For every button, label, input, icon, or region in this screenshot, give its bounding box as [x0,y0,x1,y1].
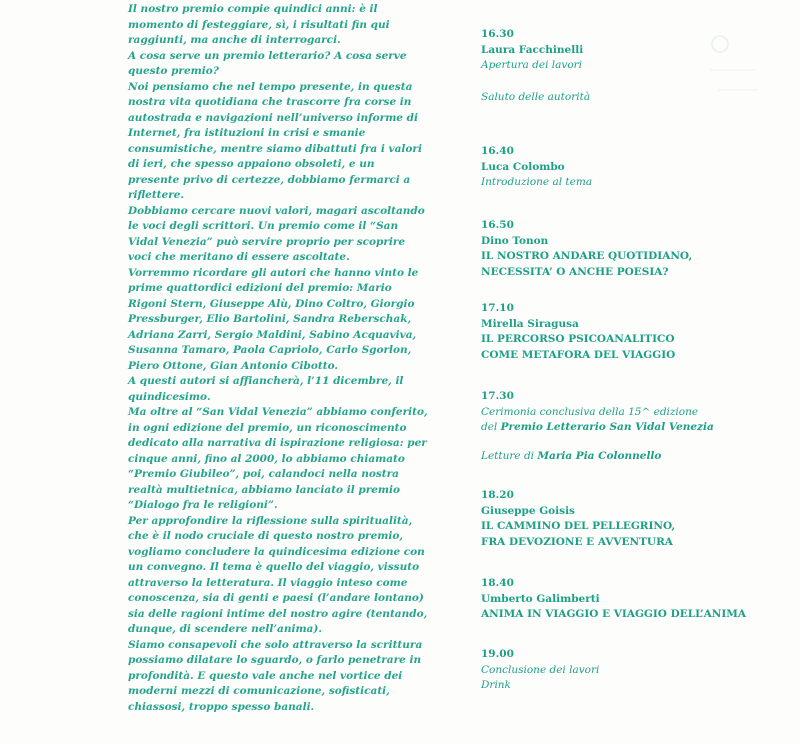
entry-time: 19.00 [481,648,514,660]
entry-speaker: Luca Colombo [481,160,565,173]
entry-time: 18.40 [481,577,514,589]
entry-speaker: Giuseppe Goisis [481,504,575,517]
intro-paragraph: Il nostro premio compie quindici anni: è il momento di festeggiare, sì, i risultati fin qui raggiunti, ma anche di interrogarci. [128,3,390,46]
entry-talk-title: NECESSITA’ O ANCHE POESIA? [481,265,669,278]
faint-watermark-icon [700,30,760,100]
entry-time: 16.40 [481,145,514,157]
entry-time: 17.30 [481,390,514,402]
entry-note-prefix: Letture di [481,449,538,462]
intro-text [128,2,428,715]
entry-note [481,420,781,436]
program-entry [481,301,781,363]
program-entry [481,647,781,694]
entry-note: Drink [481,679,511,691]
entry-talk-title: IL PERCORSO PSICOANALITICO [481,333,675,345]
entry-speaker: Umberto Galimberti [481,592,600,605]
intro-paragraph: Dobbiamo cercare nuovi valori, magari ascoltando le voci degli scrittori. Un premio come il “San Vidal Venezia” può servire proprio per scoprire voci che meritano di essere ascoltate. [128,204,425,263]
entry-talk-title: IL CAMMINO DEL PELLEGRINO, [481,520,676,532]
program-entry [481,576,781,623]
program-entry [481,144,781,191]
entry-time: 16.50 [481,219,514,231]
entry-note-prefix: del [481,421,501,433]
intro-paragraph: Noi pensiamo che nel tempo presente, in questa nostra vita quotidiana che trascorre fra corse in autostrada e navigazioni nell’universo informe di Internet, fra istituzioni in crisi e smanie consumistiche, mentre siamo dibattuti fra i valori di ieri, che spesso appaiono obsoleti, e un presente privo di certezze, dobbiamo fermarci a riflettere. [128,80,422,201]
entry-speaker: Mirella Siragusa [481,317,579,330]
program-entry [481,389,781,464]
intro-paragraph: A cosa serve un premio letterario? A cosa serve questo premio? [128,49,407,77]
entry-note: Conclusione dei lavori [481,663,600,676]
entry-note: Apertura dei lavori [481,59,583,71]
entry-talk-title: ANIMA IN VIAGGIO E VIAGGIO DELL’ANIMA [481,608,747,620]
intro-paragraph: Per approfondire la riflessione sulla spiritualità, che è il nodo cruciale di questo nostro premio, vogliamo concludere la quindicesima edizione con un convegno. Il tema è quello del viaggio, vissuto attraverso la letteratura. Il viaggio inteso come conoscenza, sia di genti e paesi (l’andare lontano) sia delle ragioni intime del nostro agire (tentando, dunque, di scendere nell’anima). [128,514,428,635]
entry-note-emphasis: Premio Letterario San Vidal Venezia [500,421,714,433]
intro-paragraph: Siamo consapevoli che solo attraverso la scrittura possiamo dilatare lo sguardo, o farlo penetrare in profondità. E questo vale anche nel vortice dei moderni mezzi di comunicazione, sofisticati, chiassosi, troppo spesso banali. [128,638,423,713]
intro-paragraph: A questi autori si affiancherà, l’11 dicembre, il quindicesimo. [128,375,404,403]
program-entry [481,488,781,550]
entry-speaker: Laura Facchinelli [481,43,584,56]
entry-talk-title: COME METAFORA DEL VIAGGIO [481,348,676,361]
entry-note: Saluto delle autorità [481,90,591,103]
intro-paragraph: Vorremmo ricordare gli autori che hanno vinto le prime quattordici edizioni del premio: Mario Rigoni Stern, Giuseppe Alù, Dino Coltro, Giorgio Pressburger, Elio Bartolini, Sandra Reberschak, Adriana Zarri, Sergio Maldini, Sabino Acquaviva, Susanna Tamaro, Paola Capriolo, Carlo Sgorlon, Piero Ottone, Gian Antonio Cibotto. [128,266,419,372]
entry-note-emphasis: Maria Pia Colonnello [537,449,662,462]
entry-time: 16.30 [481,28,514,40]
entry-time: 17.10 [481,302,514,314]
entry-note: Cerimonia conclusiva della 15^ edizione [481,405,699,418]
entry-talk-title: IL NOSTRO ANDARE QUOTIDIANO, [481,250,693,262]
entry-speaker: Dino Tonon [481,234,549,247]
entry-note: Introduzione al tema [481,176,593,188]
entry-talk-title: FRA DEVOZIONE E AVVENTURA [481,535,673,548]
entry-time: 18.20 [481,489,514,501]
program-entry [481,218,781,280]
intro-paragraph: Ma oltre al “San Vidal Venezia” abbiamo conferito, in ogni edizione del premio, un riconoscimento dedicato alla narrativa di ispirazione religiosa: per cinque anni, fino al 2000, lo abbiamo chiamato “Premio Giubileo”, poi, calandoci nella nostra realtà multietnica, abbiamo lanciato il premio “Dialogo fra le religioni”. [128,406,428,511]
entry-note [481,449,781,465]
